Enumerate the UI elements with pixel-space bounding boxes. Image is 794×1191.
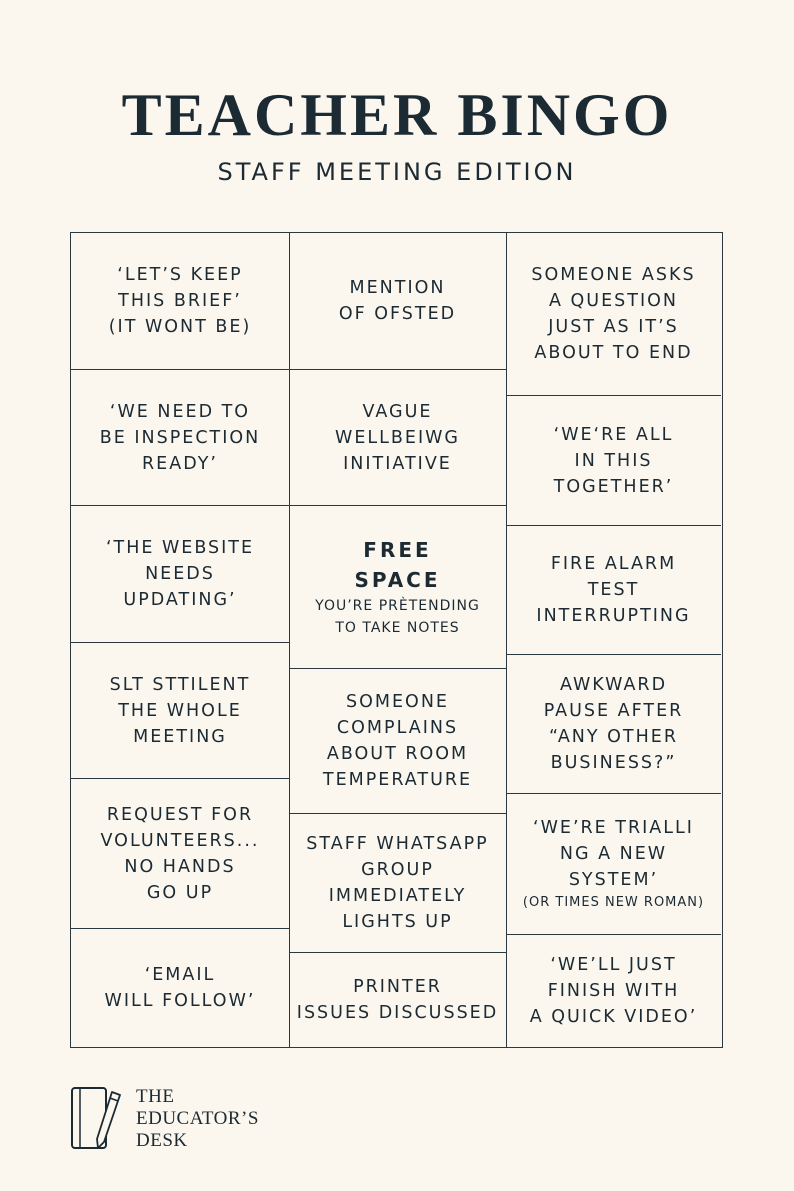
cell-text: ‘THE WEBSITE — [105, 538, 255, 558]
bingo-cell[interactable] — [289, 669, 506, 814]
page-title: TEACHER BINGO — [121, 82, 673, 148]
bingo-cell[interactable] — [506, 655, 721, 794]
brand-logo — [70, 1084, 330, 1154]
bingo-column-1 — [71, 233, 290, 1047]
cell-text: OF OFSTED — [338, 304, 457, 324]
bingo-cell[interactable] — [71, 779, 289, 929]
bingo-grid — [70, 232, 723, 1048]
bingo-cell[interactable] — [506, 396, 721, 526]
cell-text: FIRE ALARM — [550, 554, 677, 574]
cell-text: SOMEONE — [346, 692, 449, 712]
free-space-label: FREE — [363, 538, 432, 562]
cell-text: BUSINESS?” — [550, 753, 677, 773]
bingo-cell[interactable] — [506, 794, 721, 935]
cell-text: LIGHTS UP — [342, 912, 453, 932]
cell-text: ‘EMAIL — [144, 964, 216, 985]
bingo-cell[interactable] — [71, 643, 289, 779]
cell-text: WILL FOLLOW’ — [104, 990, 256, 1011]
cell-text: UPDATING’ — [123, 590, 237, 610]
cell-text: PAUSE AFTER — [543, 701, 684, 721]
cell-text: TEST — [587, 580, 640, 600]
cell-text: IMMEDIATELY — [328, 886, 467, 906]
cell-text: STAFF WHATSAPP — [306, 834, 489, 854]
bingo-cell[interactable] — [289, 953, 506, 1046]
cell-text: INTERRUPTING — [536, 606, 691, 626]
bingo-cell[interactable] — [71, 233, 289, 370]
bingo-cell[interactable] — [71, 506, 289, 643]
cell-text: ABOUT TO END — [534, 343, 693, 363]
cell-text: SLT STTILENT — [109, 674, 251, 695]
cell-text: NO HANDS — [124, 856, 236, 877]
cell-text: THIS BRIEF’ — [118, 291, 242, 311]
bingo-column-3 — [506, 233, 721, 1047]
cell-text: GO UP — [146, 882, 214, 903]
cell-text: SOMEONE ASKS — [531, 265, 696, 285]
brand-name — [136, 1086, 259, 1152]
bingo-cell[interactable] — [289, 233, 506, 370]
cell-text: AWKWARD — [559, 675, 668, 695]
cell-text: ABOUT ROOM — [326, 744, 469, 764]
cell-text: TOGETHER’ — [553, 476, 674, 497]
cell-text: MENTION — [349, 278, 446, 298]
free-space-note: TO TAKE NOTES — [335, 620, 460, 636]
notebook-pen-icon — [70, 1086, 124, 1152]
cell-text: PRINTER — [353, 976, 442, 997]
cell-text: (IT WONT BE) — [108, 317, 252, 337]
cell-text: ISSUES DISCUSSED — [296, 1002, 499, 1023]
cell-text: GROUP — [361, 860, 434, 880]
free-space-note: YOU’RE PRÈTENDING — [315, 598, 480, 614]
brand-line: THE — [136, 1086, 175, 1107]
bingo-cell[interactable] — [71, 370, 289, 506]
cell-note: (OR TIMES NEW ROMAN) — [522, 895, 705, 910]
cell-text: ‘WE’LL JUST — [550, 954, 677, 975]
cell-text: BE INSPECTION — [99, 427, 261, 448]
cell-text: IN THIS — [574, 450, 653, 471]
cell-text: TEMPERATURE — [322, 770, 473, 790]
cell-text: A QUESTION — [549, 291, 678, 311]
free-space-label: SPACE — [354, 568, 441, 592]
cell-text: SYSTEM’ — [568, 870, 659, 890]
cell-text: NEEDS — [145, 564, 215, 584]
brand-line: EDUCATOR’S — [136, 1108, 259, 1129]
brand-line: DESK — [136, 1130, 188, 1151]
cell-text: JUST AS IT’S — [548, 317, 679, 337]
cell-text: MEETING — [133, 726, 227, 747]
bingo-cell[interactable] — [506, 233, 721, 396]
bingo-cell[interactable] — [71, 929, 289, 1046]
cell-text: WELLBEIWG — [335, 427, 460, 448]
cell-text: INITIATIVE — [343, 453, 452, 474]
bingo-cell[interactable] — [506, 526, 721, 655]
cell-text: “ANY OTHER — [549, 727, 678, 747]
cell-text: ‘WE‘RE ALL — [553, 424, 674, 445]
cell-text: VAGUE — [362, 401, 433, 422]
cell-text: ‘WE’RE TRIALLI — [533, 818, 694, 838]
cell-text: A QUICK VIDEO’ — [529, 1006, 698, 1027]
bingo-cell[interactable] — [289, 370, 506, 506]
bingo-cell[interactable] — [289, 814, 506, 953]
free-space-cell[interactable] — [289, 506, 506, 669]
cell-text: ‘WE NEED TO — [109, 401, 251, 422]
cell-text: REQUEST FOR — [106, 804, 254, 825]
page-subtitle: STAFF MEETING EDITION — [217, 158, 577, 186]
cell-text: VOLUNTEERS... — [100, 830, 260, 851]
cell-text: FINISH WITH — [547, 980, 680, 1001]
cell-text: THE WHOLE — [118, 700, 242, 721]
bingo-column-2 — [289, 233, 507, 1047]
cell-text: NG A NEW — [559, 844, 668, 864]
bingo-cell[interactable] — [506, 935, 721, 1046]
cell-text: READY’ — [142, 453, 218, 474]
cell-text: ‘LET’S KEEP — [117, 265, 243, 285]
cell-text: COMPLAINS — [336, 718, 459, 738]
